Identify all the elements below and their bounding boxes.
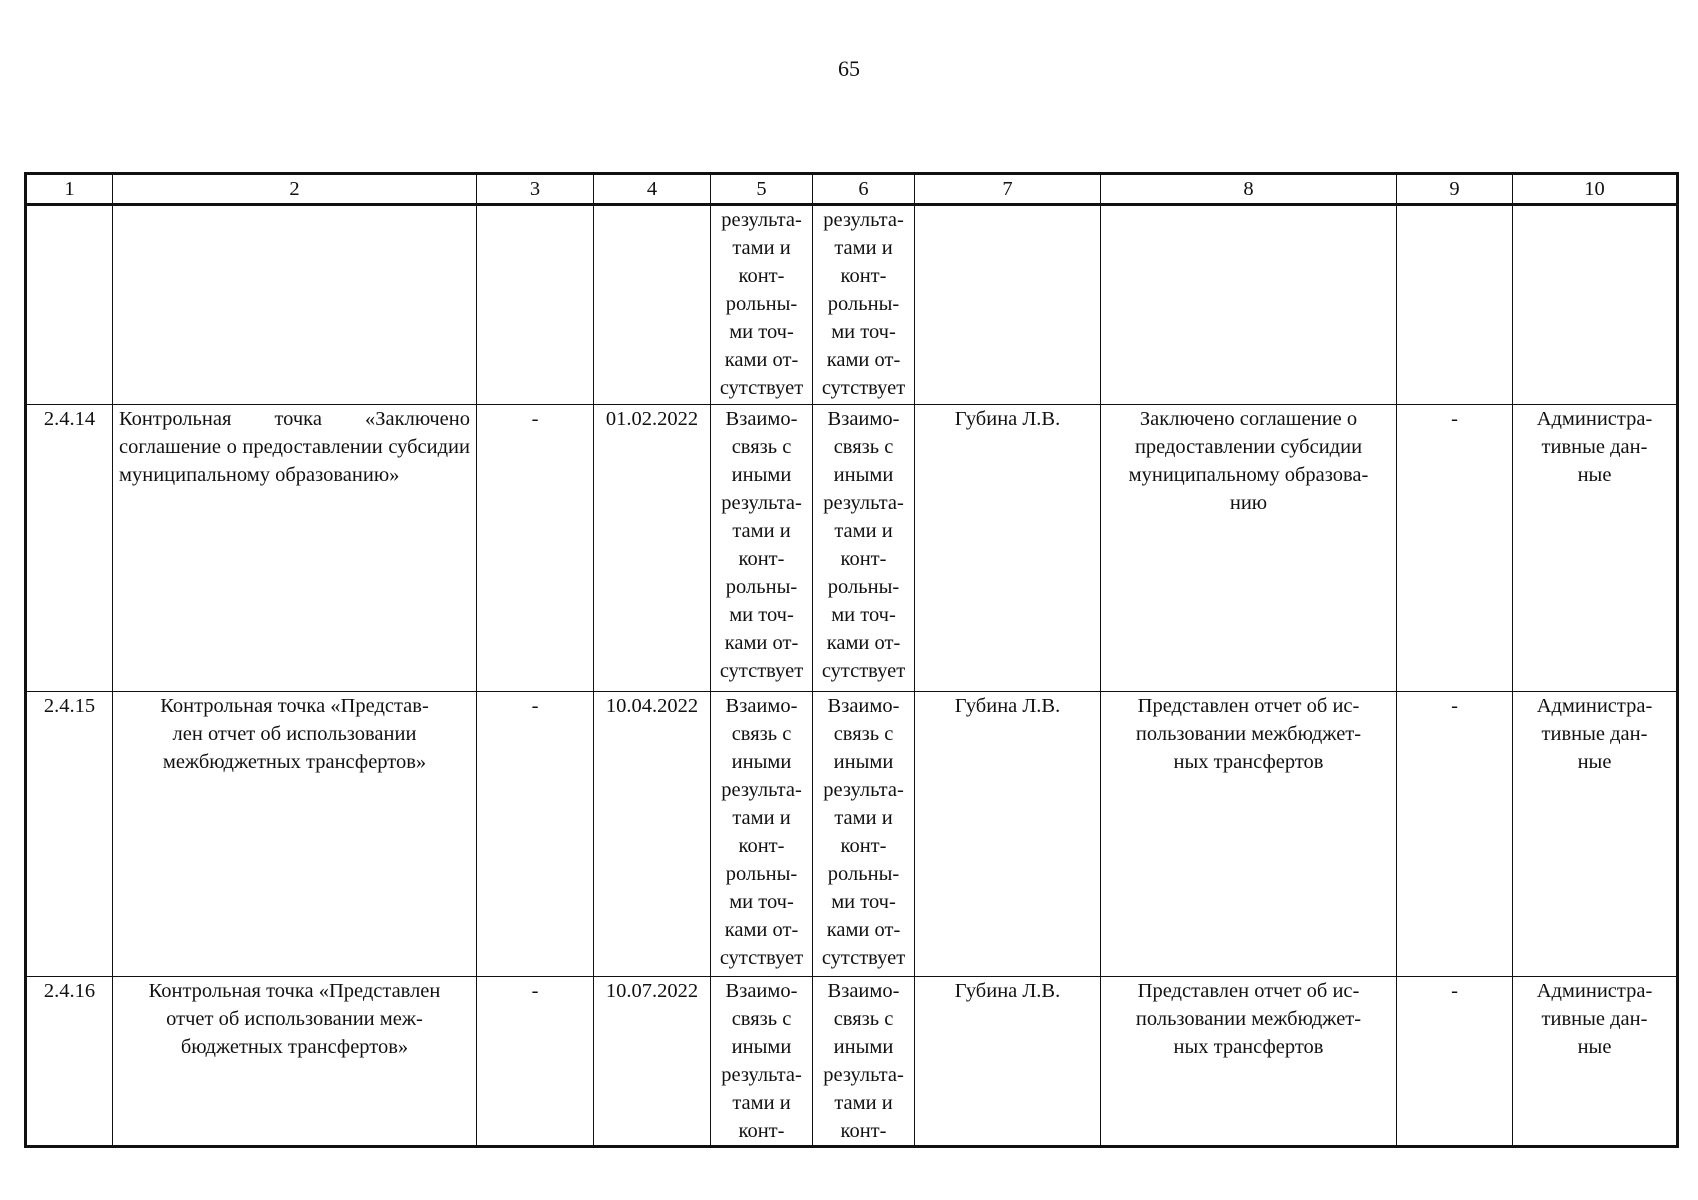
cell-item-number: 2.4.16 <box>26 977 113 1147</box>
cell-item-number: 2.4.15 <box>26 692 113 977</box>
table-row-continuation <box>26 205 1678 405</box>
cell-relation-col5: Взаимо- связь с иными результа- тами и конт- рольны- ми точ- ками от- сутствует <box>711 692 813 977</box>
table-row <box>26 405 1678 692</box>
cell-empty <box>594 205 711 405</box>
cell-item-name: Контрольная точка «Представлен отчет об использовании меж- бюджетных трансфертов» <box>113 977 477 1147</box>
cell-col9: - <box>1397 405 1513 692</box>
cell-item-number: 2.4.14 <box>26 405 113 692</box>
column-number-10: 10 <box>1513 174 1678 205</box>
table-row <box>26 692 1678 977</box>
cell-col9: - <box>1397 977 1513 1147</box>
cell-date: 01.02.2022 <box>594 405 711 692</box>
column-number-8: 8 <box>1101 174 1397 205</box>
cell-result: Представлен отчет об ис- пользовании межбюджет- ных трансфертов <box>1101 977 1397 1147</box>
page-number: 65 <box>838 56 860 81</box>
cell-relation-col6: Взаимо- связь с иными результа- тами и конт- рольны- ми точ- ками от- сутствует <box>813 692 915 977</box>
cell-empty <box>477 205 594 405</box>
column-number-9: 9 <box>1397 174 1513 205</box>
cell-empty <box>1513 205 1678 405</box>
cell-data-source: Администра- тивные дан- ные <box>1513 977 1678 1147</box>
cell-empty <box>113 205 477 405</box>
column-number-3: 3 <box>477 174 594 205</box>
cell-responsible: Губина Л.В. <box>915 405 1101 692</box>
cell-col3: - <box>477 405 594 692</box>
cell-item-name: Контрольная точка «Заключено соглашение о предоставлении субсидии муниципальному образованию» <box>113 405 477 692</box>
column-number-7: 7 <box>915 174 1101 205</box>
cell-responsible: Губина Л.В. <box>915 692 1101 977</box>
table-row <box>26 977 1678 1147</box>
cell-item-name: Контрольная точка «Представ- лен отчет об использовании межбюджетных трансфертов» <box>113 692 477 977</box>
cell-relation-col5: результа- тами и конт- рольны- ми точ- ками от- сутствует <box>711 205 813 405</box>
cell-relation-col5: Взаимо- связь с иными результа- тами и конт- <box>711 977 813 1147</box>
cell-date: 10.07.2022 <box>594 977 711 1147</box>
cell-relation-col6: результа- тами и конт- рольны- ми точ- ками от- сутствует <box>813 205 915 405</box>
cell-col3: - <box>477 977 594 1147</box>
cell-relation-col6: Взаимо- связь с иными результа- тами и конт- рольны- ми точ- ками от- сутствует <box>813 405 915 692</box>
cell-responsible: Губина Л.В. <box>915 977 1101 1147</box>
cell-relation-col5: Взаимо- связь с иными результа- тами и конт- рольны- ми точ- ками от- сутствует <box>711 405 813 692</box>
cell-empty <box>1101 205 1397 405</box>
cell-col3: - <box>477 692 594 977</box>
column-number-6: 6 <box>813 174 915 205</box>
cell-data-source: Администра- тивные дан- ные <box>1513 692 1678 977</box>
table-header-row <box>26 174 1678 205</box>
cell-col9: - <box>1397 692 1513 977</box>
column-number-4: 4 <box>594 174 711 205</box>
document-table <box>24 172 1679 1148</box>
cell-empty <box>915 205 1101 405</box>
cell-data-source: Администра- тивные дан- ные <box>1513 405 1678 692</box>
cell-relation-col6: Взаимо- связь с иными результа- тами и конт- <box>813 977 915 1147</box>
column-number-1: 1 <box>26 174 113 205</box>
cell-empty <box>1397 205 1513 405</box>
column-number-2: 2 <box>113 174 477 205</box>
column-number-5: 5 <box>711 174 813 205</box>
cell-empty <box>26 205 113 405</box>
cell-result: Представлен отчет об ис- пользовании межбюджет- ных трансфертов <box>1101 692 1397 977</box>
cell-date: 10.04.2022 <box>594 692 711 977</box>
cell-result: Заключено соглашение о предоставлении субсидии муниципальному образова- нию <box>1101 405 1397 692</box>
